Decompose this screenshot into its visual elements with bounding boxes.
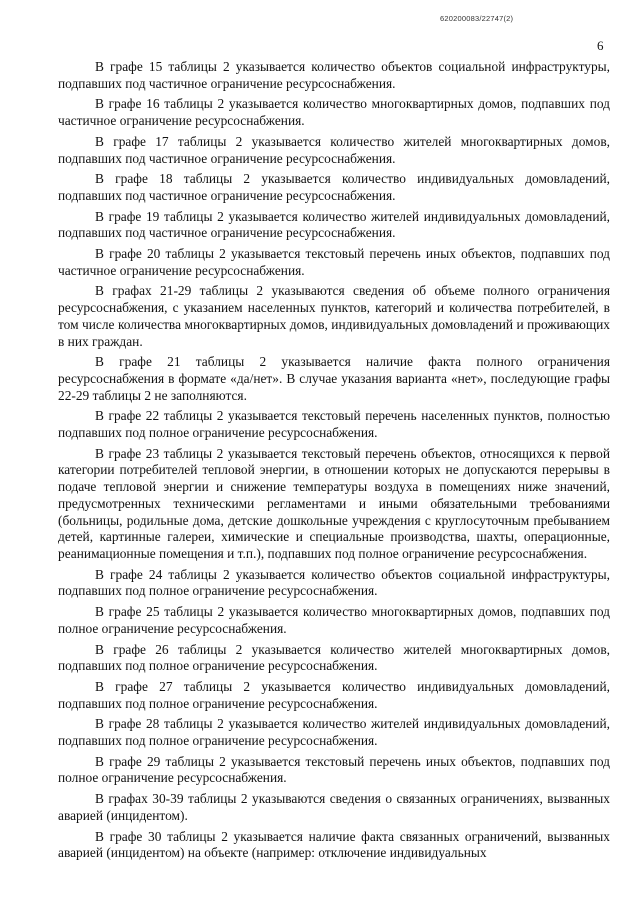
paragraph-graph-22: В графе 22 таблицы 2 указывается текстовый перечень населенных пунктов, полностью подпавших под полное ограничение ресурсоснабжения. xyxy=(58,408,610,441)
paragraph-graph-27: В графе 27 таблицы 2 указывается количество индивидуальных домовладений, подпавших под полное ограничение ресурсоснабжения. xyxy=(58,678,610,711)
paragraph-graph-20: В графе 20 таблицы 2 указывается текстовый перечень иных объектов, подпавших под частичное ограничение ресурсоснабжения. xyxy=(58,246,610,278)
paragraph-graph-26: В графе 26 таблицы 2 указывается количество жителей многоквартирных домов, подпавших под полное ограничение ресурсоснабжения. xyxy=(58,641,610,674)
paragraph-graph-25: В графе 25 таблицы 2 указывается количество многоквартирных домов, подпавших под полное ограничение ресурсоснабжения. xyxy=(58,604,610,636)
paragraph-graph-30: В графе 30 таблицы 2 указывается наличие факта связанных ограничений, вызванных аварией (инцидентом) на объекте (например: отключение индивидуальных xyxy=(58,828,610,861)
paragraph-graph-28: В графе 28 таблицы 2 указывается количество жителей индивидуальных домовладений, подпавших под полное ограничение ресурсоснабжения. xyxy=(58,716,610,749)
paragraph-graph-15: В графе 15 таблицы 2 указывается количество объектов социальной инфраструктуры, подпавших под частичное ограничение ресурсоснабжения. xyxy=(58,59,610,91)
document-id: 620200083/22747(2) xyxy=(440,14,514,23)
paragraph-graph-21: В графе 21 таблицы 2 указывается наличие факта полного ограничения ресурсоснабжения в формате «да/нет». В случае указания варианта «нет», последующие графы 22-29 таблицы 2 не заполняются. xyxy=(58,354,610,403)
paragraph-graph-24: В графе 24 таблицы 2 указывается количество объектов социальной инфраструктуры, подпавших под полное ограничение ресурсоснабжения. xyxy=(58,566,610,599)
paragraph-graph-16: В графе 16 таблицы 2 указывается количество многоквартирных домов, подпавших под частичное ограничение ресурсоснабжения. xyxy=(58,96,610,129)
paragraph-graph-17: В графе 17 таблицы 2 указывается количество жителей многоквартирных домов, подпавших под частичное ограничение ресурсоснабжения. xyxy=(58,133,610,166)
paragraph-graph-23: В графе 23 таблицы 2 указывается текстовый перечень объектов, относящихся к первой категории потребителей тепловой энергии, в отношении которых не допускаются перерывы в подаче тепловой энергии и снижение температуры воздуха в помещениях ниже значений, предусмотренных техническими регламентами и иными обязательными требованиями (больницы, родильные дома, детские дошкольные учреждения с круглосуточным пребыванием детей, картинные галереи, химические и специальные производства, шахты, операционные, реанимационные помещения и т.п.), подпавших под полное ограничение ресурсоснабжения. xyxy=(58,445,610,561)
paragraph-graph-29: В графе 29 таблицы 2 указывается текстовый перечень иных объектов, подпавших под полное ограничение ресурсоснабжения. xyxy=(58,753,610,786)
document-body xyxy=(58,59,610,866)
paragraph-graph-19: В графе 19 таблицы 2 указывается количество жителей индивидуальных домовладений, подпавших под частичное ограничение ресурсоснабжения. xyxy=(58,208,610,241)
paragraph-graph-18: В графе 18 таблицы 2 указывается количество индивидуальных домовладений, подпавших под частичное ограничение ресурсоснабжения. xyxy=(58,171,610,203)
paragraph-graphs-21-29: В графах 21-29 таблицы 2 указываются сведения об объеме полного ограничения ресурсоснабжения, с указанием населенных пунктов, категорий и количества потребителей, в том числе количества многоквартирных домов, индивидуальных домовладений и проживающих в них граждан. xyxy=(58,283,610,349)
paragraph-graphs-30-39: В графах 30-39 таблицы 2 указываются сведения о связанных ограничениях, вызванных аварией (инцидентом). xyxy=(58,791,610,823)
page-number: 6 xyxy=(597,38,604,53)
